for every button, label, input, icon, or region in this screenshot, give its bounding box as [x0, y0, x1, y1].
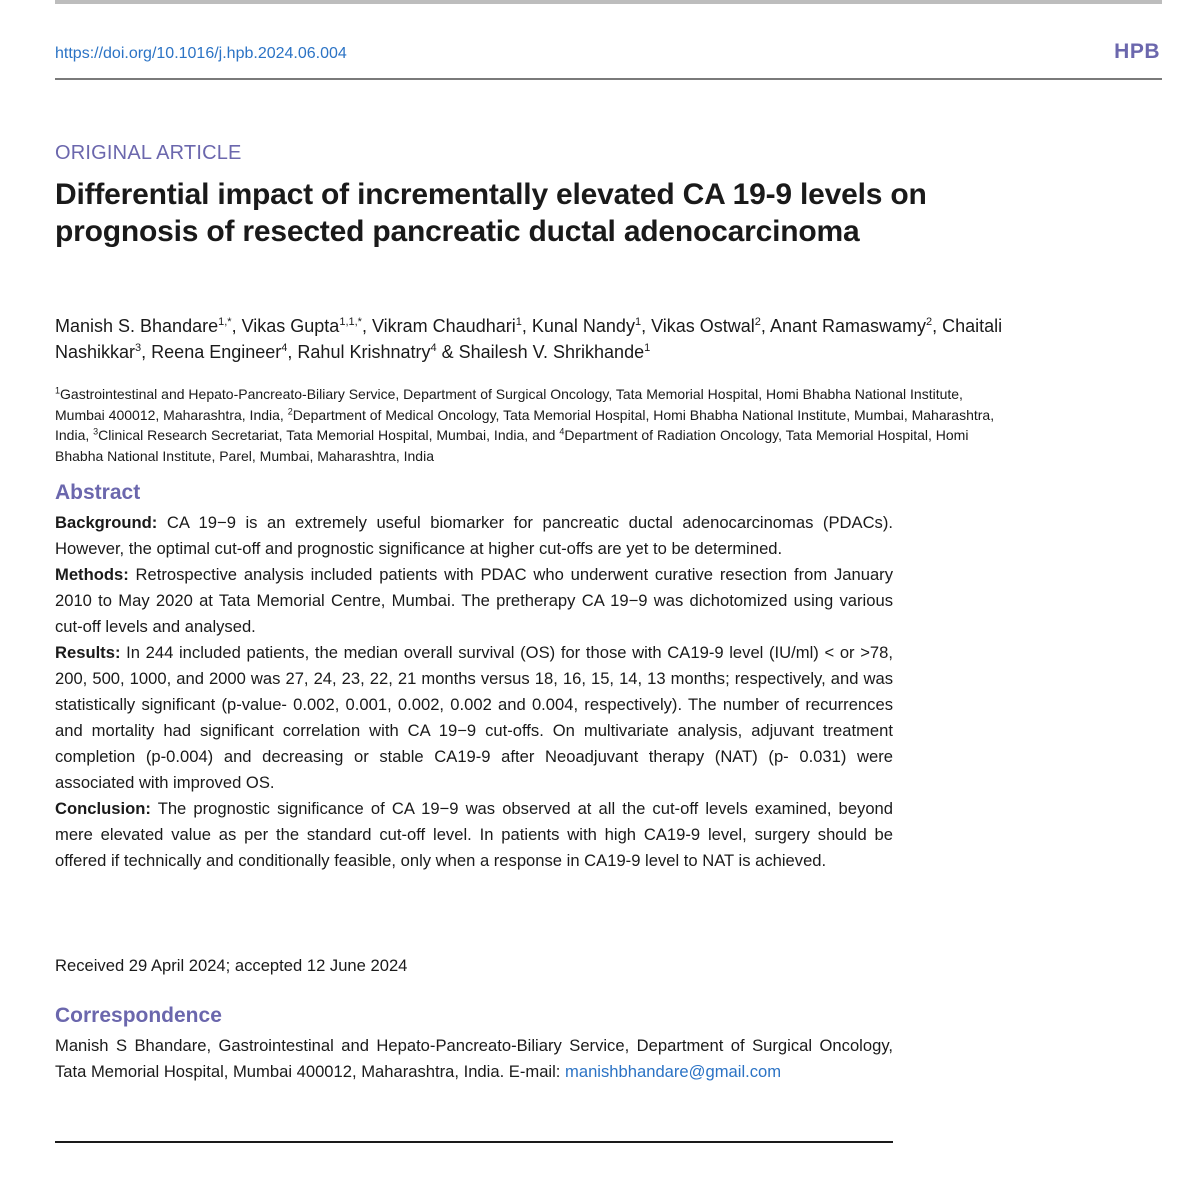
affiliation-marker: 4	[559, 426, 565, 437]
author-list	[55, 314, 1055, 365]
author-name: Reena Engineer	[151, 341, 282, 362]
background-label: Background:	[55, 513, 158, 532]
author-name: Shailesh V. Shrikhande	[458, 341, 645, 362]
affiliation-text: Department of Radiation Oncology, Tata Memorial Hospital, Homi Bhabha National Institute, Parel, Mumbai, Maharashtra, India	[55, 427, 969, 464]
affiliation-marker: 1	[55, 385, 61, 396]
author-separator: ,	[760, 316, 770, 336]
affiliation-marker: 3	[93, 426, 99, 437]
results-text: In 244 included patients, the median overall survival (OS) for those with CA19-9 level (IU/ml) < or >78, 200, 500, 1000, and 2000 was 27, 24, 23, 22, 21 months versus 18, 16, 15, 14, 13 months; respectively, and was statistically significant (p-value- 0.002, 0.001, 0.002, 0.002 and 0.004, respectively). The number of recurrences and mortality had significant correlation with CA 19−9 cut-offs. On multivariate analysis, adjuvant treatment completion (p-0.004) and decreasing or stable CA19-9 after Neoadjuvant therapy (NAT) (p- 0.031) were associated with improved OS.	[55, 643, 893, 792]
correspondence-heading: Correspondence	[55, 1004, 222, 1027]
affiliation-text: Clinical Research Secretariat, Tata Memorial Hospital, Mumbai, India, and	[98, 427, 560, 443]
author-separator: ,	[287, 341, 298, 362]
journal-name: HPB	[1114, 40, 1160, 63]
top-rule	[55, 0, 1162, 4]
author-affiliation-marker: 1	[634, 316, 642, 328]
received-dates: Received 29 April 2024; accepted 12 June 2024	[55, 956, 408, 975]
affiliation-text: Gastrointestinal and Hepato-Pancreato-Biliary Service, Department of Surgical Oncology, Tata Memorial Hospital, Homi Bhabha National Institute, Mumbai 400012, Maharashtra, India,	[55, 386, 963, 423]
header-rule	[55, 78, 1162, 80]
author-affiliation-marker: 2	[926, 316, 933, 328]
affiliation-marker: 2	[287, 405, 293, 416]
conclusion-text: The prognostic significance of CA 19−9 was observed at all the cut-off levels examined, beyond mere elevated value as per the standard cut-off level. In patients with high CA19-9 level, surgery should be offered if technically and conditionally feasible, only when a response in CA19-9 level to NAT is achieved.	[55, 799, 893, 870]
author-affiliation-marker: 1,1,*	[339, 316, 362, 328]
abstract-conclusion	[55, 796, 893, 874]
author-affiliation-marker: 3	[135, 341, 142, 354]
methods-text: Retrospective analysis included patients with PDAC who underwent curative resection from January 2010 to May 2020 at Tata Memorial Centre, Mumbai. The pretherapy CA 19−9 was dichotomized using various cut-off levels and analysed.	[55, 565, 893, 636]
author-name: Chaitali Nashikkar	[55, 316, 1003, 362]
abstract-heading: Abstract	[55, 481, 141, 504]
methods-label: Methods:	[55, 565, 129, 584]
abstract-body	[55, 510, 893, 874]
abstract-background	[55, 510, 893, 562]
author-affiliation-marker: 4	[430, 341, 437, 354]
author-name: Anant Ramaswamy	[769, 316, 926, 336]
article-type: ORIGINAL ARTICLE	[55, 142, 242, 164]
article-title: Differential impact of incrementally elevated CA 19-9 levels on prognosis of resected pancreatic ductal adenocarcinoma	[55, 178, 927, 248]
conclusion-label: Conclusion:	[55, 799, 151, 818]
author-separator: ,	[641, 316, 652, 336]
author-name: Vikas Ostwal	[651, 316, 755, 336]
background-text: CA 19−9 is an extremely useful biomarker for pancreatic ductal adenocarcinomas (PDACs). However, the optimal cut-off and prognostic significance at higher cut-offs are yet to be determined.	[55, 513, 893, 558]
author-separator: ,	[231, 316, 242, 336]
author-name: Vikram Chaudhari	[371, 316, 516, 336]
abstract-methods	[55, 562, 893, 640]
correspondence-body	[55, 1033, 893, 1085]
doi-link[interactable]: https://doi.org/10.1016/j.hpb.2024.06.004	[55, 45, 347, 62]
author-separator: &	[436, 341, 459, 362]
author-separator: ,	[932, 316, 943, 336]
author-name: Rahul Krishnatry	[297, 341, 431, 362]
author-affiliation-marker: 1,*	[218, 316, 232, 328]
bottom-rule	[55, 1141, 893, 1143]
results-label: Results:	[55, 643, 121, 662]
author-name: Vikas Gupta	[241, 316, 340, 336]
author-separator: ,	[521, 316, 532, 336]
correspondence-text: Manish S Bhandare, Gastrointestinal and Hepato-Pancreato-Biliary Service, Department of Surgical Oncology, Tata Memorial Hospital, Mumbai 400012, Maharashtra, India. E-mail:	[55, 1036, 893, 1081]
author-separator: ,	[361, 316, 372, 336]
author-affiliation-marker: 1	[515, 316, 522, 328]
author-name: Kunal Nandy	[531, 316, 635, 336]
affiliation-text: Department of Medical Oncology, Tata Memorial Hospital, Homi Bhabha National Institute, Mumbai, Maharashtra, India,	[55, 406, 995, 443]
author-affiliation-marker: 1	[644, 341, 651, 354]
correspondence-email[interactable]: manishbhandare@gmail.com	[565, 1062, 782, 1081]
author-name: Manish S. Bhandare	[55, 316, 219, 336]
affiliations	[55, 384, 1000, 466]
author-affiliation-marker: 2	[754, 316, 761, 328]
abstract-results	[55, 640, 893, 796]
author-affiliation-marker: 4	[281, 341, 288, 354]
author-separator: ,	[141, 341, 152, 362]
